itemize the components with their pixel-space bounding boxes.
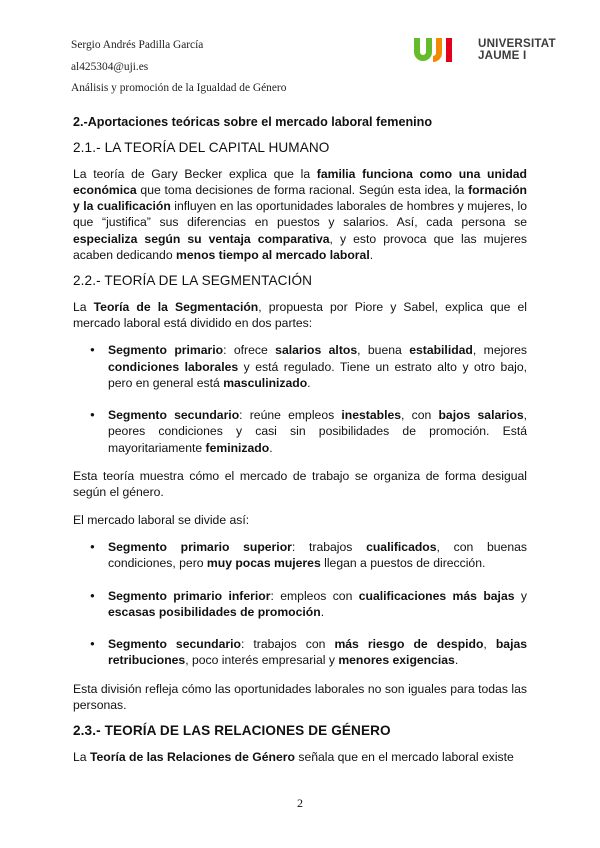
text-run: : trabajos con xyxy=(240,637,335,652)
bold-run: más riesgo de despido xyxy=(334,637,484,652)
logo-wordmark xyxy=(478,38,556,62)
bold-run: bajos salarios xyxy=(438,408,524,423)
text-run: . xyxy=(454,653,459,668)
list-item xyxy=(73,407,527,456)
list-item xyxy=(73,636,527,669)
header-info xyxy=(71,35,286,100)
bold-run: salarios altos xyxy=(275,343,358,358)
text-run: y xyxy=(514,588,528,603)
bold-run: muy pocas mujeres xyxy=(206,556,321,571)
segment-list-2 xyxy=(73,539,527,669)
bold-run: Segmento primario inferior xyxy=(108,588,271,603)
paragraph-relaciones-genero xyxy=(73,749,527,765)
bold-run: condiciones laborales xyxy=(108,359,239,374)
bold-run: Teoría de la Segmentación xyxy=(93,299,259,314)
text-run: , xyxy=(483,637,496,652)
logo-line-2: JAUME I xyxy=(478,48,527,62)
bold-run: cualificaciones más bajas xyxy=(358,588,515,603)
text-run: , peores condiciones y casi sin posibilidades de promoción. Está mayoritariamente xyxy=(108,408,527,455)
text-run: : ofrece xyxy=(223,343,276,358)
list-item xyxy=(73,342,527,391)
segment-list-1 xyxy=(73,342,527,456)
text-run: , mejores xyxy=(472,343,528,358)
text-run: y está regulado. Tiene un estrato alto y otro bajo, pero en general está xyxy=(108,359,527,390)
paragraph-segmentacion-summary: Esta teoría muestra cómo el mercado de trabajo se organiza de forma desigual según el género. xyxy=(73,469,527,500)
text-run: influyen en las oportunidades laborales de hombres y mujeres, lo que “justifica” sus diferencias en puestos y salarios. Así, cada persona se xyxy=(73,199,528,230)
bold-run: inestables xyxy=(341,408,402,423)
text-run: , propuesta por Piore y Sabel, explica que el mercado laboral está dividido en dos partes: xyxy=(73,299,527,330)
bold-run: Teoría de las Relaciones de Género xyxy=(89,749,295,764)
bold-run: Segmento primario superior xyxy=(108,539,292,554)
section-heading-2-3: 2.3.- TEORÍA DE LAS RELACIONES DE GÉNERO xyxy=(73,723,391,739)
list-item xyxy=(73,588,527,621)
university-logo xyxy=(413,36,556,63)
text-run: . xyxy=(307,375,311,390)
text-run: que toma decisiones de forma racional. Según esta idea, la xyxy=(136,182,469,197)
text-run: . xyxy=(320,604,325,619)
text-run: La xyxy=(73,299,94,314)
author-email: al425304@uji.es xyxy=(71,60,149,73)
bold-run: Segmento secundario xyxy=(108,408,240,423)
list-item xyxy=(73,539,527,572)
text-run: , con xyxy=(401,408,439,423)
text-run: La xyxy=(73,749,90,764)
author-name: Sergio Andrés Padilla García xyxy=(71,39,204,51)
paragraph-division-intro: El mercado laboral se divide así: xyxy=(73,512,250,527)
main-heading: 2.-Aportaciones teóricas sobre el mercado laboral femenino xyxy=(73,115,433,129)
bold-run: estabilidad xyxy=(409,343,473,358)
section-heading-2-1: 2.1.- LA TEORÍA DEL CAPITAL HUMANO xyxy=(73,140,330,156)
document-body xyxy=(73,114,527,765)
bold-run: escasas posibilidades de promoción xyxy=(108,604,321,619)
bold-run: especializa según su ventaja comparativa xyxy=(73,231,330,246)
logo-line-1: UNIVERSITAT xyxy=(478,36,556,50)
section-heading-2-2: 2.2.- TEORÍA DE LA SEGMENTACIÓN xyxy=(73,273,313,289)
text-run: La teoría de Gary Becker explica que la xyxy=(73,166,317,181)
text-run: , buena xyxy=(357,343,410,358)
bold-run: menos tiempo al mercado laboral xyxy=(176,248,370,263)
text-run: . xyxy=(369,248,374,263)
paragraph-division-summary: Esta división refleja cómo las oportunidades laborales no son iguales para todas las personas. xyxy=(73,681,527,713)
text-run: : reúne empleos xyxy=(239,408,342,423)
paragraph-segmentacion-intro xyxy=(73,299,527,332)
text-run: , y esto provoca que las mujeres acaben dedicando xyxy=(73,231,527,263)
text-run: . xyxy=(269,440,273,455)
text-run: , con buenas condiciones, pero xyxy=(108,539,527,571)
bold-run: bajas retribuciones xyxy=(108,637,528,668)
text-run: , poco interés empresarial y xyxy=(185,653,339,668)
uji-logo-mark xyxy=(413,36,471,63)
text-run: : trabajos xyxy=(291,539,367,554)
bold-run: cualificados xyxy=(366,539,437,554)
bold-run: Segmento secundario xyxy=(108,637,241,652)
bold-run: masculinizado xyxy=(223,375,308,390)
bold-run: formación y la cualificación xyxy=(73,182,527,214)
text-run: llegan a puestos de dirección. xyxy=(320,556,486,571)
text-run: : empleos con xyxy=(270,588,359,603)
bold-run: familia funciona como una unidad económica xyxy=(73,166,527,197)
bold-run: menores exigencias xyxy=(338,653,455,668)
text-run: señala que en el mercado laboral existe xyxy=(294,749,514,764)
course-title: Análisis y promoción de la Igualdad de Género xyxy=(71,82,287,94)
paragraph-capital-humano xyxy=(73,166,527,264)
bold-run: feminizado xyxy=(205,440,270,455)
bold-run: Segmento primario xyxy=(108,343,224,358)
page-number: 2 xyxy=(297,796,303,810)
